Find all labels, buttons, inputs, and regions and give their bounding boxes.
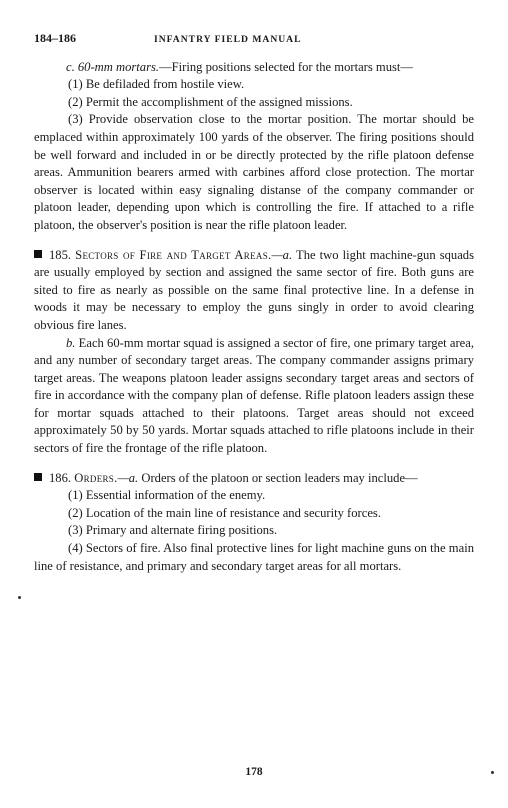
section-185-paragraph-b <box>34 335 474 458</box>
section-185-text-b: Each 60-mm mortar squad is assigned a sector of fire, one primary target area, and any number of secondary target areas. The company commander assigns primary target areas. The weapons platoon leader assigns secondary target areas and sectors of fire in accordance with the company plan of defense. Rifle platoon leaders assign these for mortar squads attached to their platoons. Target areas should not exceed approximately 50 by 50 yards. Mortar squads attached to rifle platoons include in their sectors of fire the frontage of the rifle platoon. <box>34 335 475 456</box>
scan-speck <box>491 771 494 774</box>
orders-item-4: (4) Sectors of fire. Also final protective lines for light machine guns on the main line of resistance, and primary and secondary target areas for all mortars. <box>34 541 474 573</box>
scan-speck <box>18 596 21 599</box>
section-186-sub-a: —a. <box>117 470 139 485</box>
mortars-item-1: (1) Be defiladed from hostile view. <box>68 77 245 92</box>
mortars-intro: —Firing positions selected for the mortars must— <box>159 59 414 74</box>
mortars-item-3: (3) Provide observation close to the mortar position. <box>68 112 352 127</box>
section-185-text-a: The two light machine-gun squads are usually employed by section and assigned the same sector of fire. Both guns are sited to fire as nearly as possible on the same final protective line. In a defense in woods it may be necessary to employ the guns singly in order to avoid clearing obvious fire lanes. <box>34 247 475 332</box>
header-page-range: 184–186 <box>34 31 76 45</box>
section-186-text-a: Orders of the platoon or section leaders may include— <box>141 470 418 485</box>
section-185-sub-a: —a. <box>271 247 293 262</box>
section-186-heading: Orders. <box>74 470 118 485</box>
orders-item-2: (2) Location of the main line of resistance and security forces. <box>68 505 381 520</box>
section-186-number: 186. <box>49 470 72 485</box>
section-185-sub-b: b. <box>66 335 76 350</box>
mortars-paragraph <box>34 59 474 77</box>
page-number: 178 <box>245 766 263 778</box>
mortars-item-3-paragraph <box>34 111 474 234</box>
orders-item-1: (1) Essential information of the enemy. <box>68 488 266 503</box>
orders-item-3: (3) Primary and alternate firing positions. <box>68 523 278 538</box>
section-marker-icon <box>34 250 42 258</box>
section-185-number: 185. <box>49 247 72 262</box>
section-185 <box>34 247 474 335</box>
section-186 <box>34 470 474 488</box>
mortars-label: c. 60-mm mortars. <box>66 59 160 74</box>
document-page <box>34 30 474 575</box>
section-185-heading: Sectors of Fire and Target Areas. <box>75 247 272 262</box>
mortars-body: The mortar should be emplaced within approximately 100 yards of the observer. The firing positions should be well forward and included in or be directly protected by the rifle platoon defense areas. Ammunition bearers armed with carbines afford close protection. The mortar observer is located within easy signaling distanse of the company commander or platoon leader, depending upon which is controlling the fire. If attached to a rifle platoon, the observer's position is near the rifle platoon leader. <box>34 112 474 232</box>
section-marker-icon <box>34 473 42 481</box>
header-title: INFANTRY FIELD MANUAL <box>154 34 302 45</box>
running-header <box>34 30 474 49</box>
mortars-item-2: (2) Permit the accomplishment of the assigned missions. <box>68 94 353 109</box>
